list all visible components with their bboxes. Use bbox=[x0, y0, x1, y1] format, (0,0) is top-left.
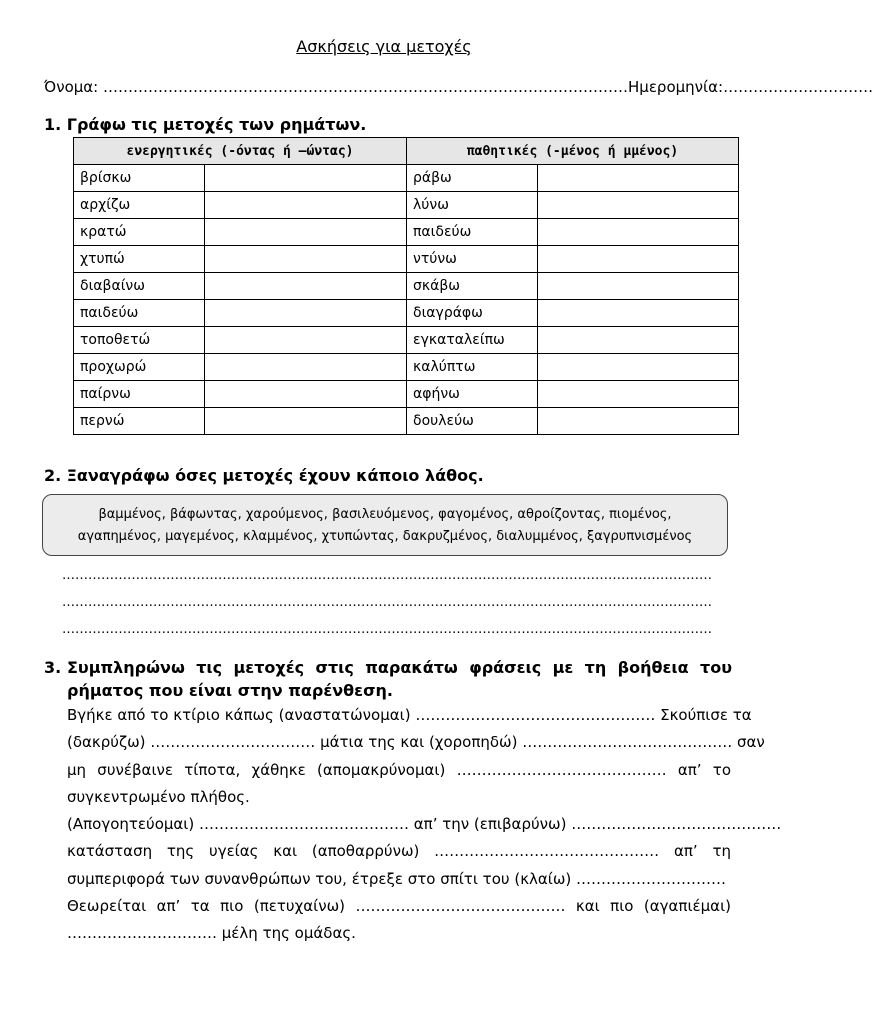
table-row bbox=[74, 165, 739, 192]
active-verb: προχωρώ bbox=[74, 354, 205, 381]
active-answer-cell[interactable] bbox=[205, 273, 407, 300]
exercise3-line: συγκεντρωμένο πλήθος. bbox=[67, 787, 250, 806]
verbs-table bbox=[73, 137, 739, 435]
word-box-line-1: βαμμένος, βάφωντας, χαρούμενος, βασιλευόμενος, φαγομένος, αθροίζοντας, πιομένος, bbox=[98, 507, 672, 522]
passive-answer-cell[interactable] bbox=[538, 165, 739, 192]
active-answer-cell[interactable] bbox=[205, 246, 407, 273]
table-row bbox=[74, 219, 739, 246]
active-answer-cell[interactable] bbox=[205, 219, 407, 246]
table-row bbox=[74, 327, 739, 354]
passive-verb: λύνω bbox=[407, 192, 538, 219]
table-row bbox=[74, 246, 739, 273]
exercise3-line: συμπεριφορά των συνανθρώπων του, έτρεξε στο σπίτι του (κλαίω) ………………………… bbox=[67, 869, 727, 888]
table-row bbox=[74, 273, 739, 300]
active-verb: περνώ bbox=[74, 408, 205, 435]
active-answer-cell[interactable] bbox=[205, 300, 407, 327]
passive-verb: ράβω bbox=[407, 165, 538, 192]
active-verb: διαβαίνω bbox=[74, 273, 205, 300]
section1-heading: 1. Γράφω τις μετοχές των ρημάτων. bbox=[44, 115, 367, 134]
passive-answer-cell[interactable] bbox=[538, 354, 739, 381]
table-row bbox=[74, 408, 739, 435]
active-answer-cell[interactable] bbox=[205, 165, 407, 192]
exercise3-line: (δακρύζω) …………………………… μάτια της και (χοροπηδώ) …………………………………… σαν bbox=[67, 733, 765, 752]
section3-number: 3. bbox=[44, 658, 62, 677]
table-row bbox=[74, 300, 739, 327]
active-answer-cell[interactable] bbox=[205, 408, 407, 435]
table-header-row bbox=[74, 138, 739, 165]
passive-verb: σκάβω bbox=[407, 273, 538, 300]
active-verb: παιδεύω bbox=[74, 300, 205, 327]
answer-line-2[interactable]: …………………………………………………………………………………………………………………………………… bbox=[62, 595, 712, 610]
passive-answer-cell[interactable] bbox=[538, 381, 739, 408]
table-row bbox=[74, 354, 739, 381]
name-date-line: Όνομα: ……………………………………………………………………………………………Ημερομηνία:………………………… bbox=[44, 78, 873, 96]
active-verb: παίρνω bbox=[74, 381, 205, 408]
col-active-header: ενεργητικές (-όντας ή –ώντας) bbox=[74, 138, 407, 165]
active-answer-cell[interactable] bbox=[205, 327, 407, 354]
section3-heading bbox=[44, 656, 732, 702]
passive-answer-cell[interactable] bbox=[538, 192, 739, 219]
active-answer-cell[interactable] bbox=[205, 381, 407, 408]
col-passive-header: παθητικές (-μένος ή μμένος) bbox=[407, 138, 739, 165]
section2-heading: 2. Ξαναγράφω όσες μετοχές έχουν κάποιο λάθος. bbox=[44, 466, 484, 485]
passive-answer-cell[interactable] bbox=[538, 300, 739, 327]
word-box-line-2: αγαπημένος, μαγεμένος, κλαμμένος, χτυπώντας, δακρυζμένος, διαλυμμένος, ξαγρυπνισμένος bbox=[77, 529, 693, 544]
exercise3-line: Βγήκε από το κτίριο κάπως (αναστατώνομαι) ………………………………………… Σκούπισε τα bbox=[67, 706, 752, 724]
passive-answer-cell[interactable] bbox=[538, 273, 739, 300]
passive-answer-cell[interactable] bbox=[538, 408, 739, 435]
passive-verb: ντύνω bbox=[407, 246, 538, 273]
exercise3-line: μη συνέβαινε τίποτα, χάθηκε (απομακρύνομαι) …………………………………… απ’ το bbox=[67, 760, 731, 779]
passive-verb: καλύπτω bbox=[407, 354, 538, 381]
passive-verb: διαγράφω bbox=[407, 300, 538, 327]
active-verb: αρχίζω bbox=[74, 192, 205, 219]
answer-line-1[interactable]: …………………………………………………………………………………………………………………………………… bbox=[62, 568, 712, 583]
passive-answer-cell[interactable] bbox=[538, 219, 739, 246]
active-verb: βρίσκω bbox=[74, 165, 205, 192]
passive-answer-cell[interactable] bbox=[538, 327, 739, 354]
active-answer-cell[interactable] bbox=[205, 354, 407, 381]
passive-verb: αφήνω bbox=[407, 381, 538, 408]
exercise3-line: ………………………… μέλη της ομάδας. bbox=[67, 924, 356, 943]
passive-verb: παιδεύω bbox=[407, 219, 538, 246]
passive-verb: εγκαταλείπω bbox=[407, 327, 538, 354]
section3-heading-text: Συμπληρώνω τις μετοχές στις παρακάτω φράσεις με τη βοήθεια του ρήματος που είναι στην παρένθεση. bbox=[67, 658, 732, 700]
passive-verb: δουλεύω bbox=[407, 408, 538, 435]
table-row bbox=[74, 192, 739, 219]
table-row bbox=[74, 381, 739, 408]
exercise3-paragraph bbox=[67, 702, 782, 948]
exercise3-line: (Απογοητεύομαι) …………………………………… απ’ την (επιβαρύνω) …………………………………… bbox=[67, 815, 782, 834]
active-answer-cell[interactable] bbox=[205, 192, 407, 219]
worksheet-title: Ασκήσεις για μετοχές bbox=[296, 37, 472, 56]
active-verb: χτυπώ bbox=[74, 246, 205, 273]
participles-word-box bbox=[42, 494, 728, 556]
passive-answer-cell[interactable] bbox=[538, 246, 739, 273]
active-verb: κρατώ bbox=[74, 219, 205, 246]
exercise3-line: Θεωρείται απ’ τα πιο (πετυχαίνω) …………………………………… και πιο (αγαπιέμαι) bbox=[67, 897, 731, 916]
answer-line-3[interactable]: …………………………………………………………………………………………………………………………………… bbox=[62, 622, 712, 637]
exercise3-line: κατάσταση της υγείας και (αποθαρρύνω) ……………………………………… απ’ τη bbox=[67, 842, 731, 861]
active-verb: τοποθετώ bbox=[74, 327, 205, 354]
